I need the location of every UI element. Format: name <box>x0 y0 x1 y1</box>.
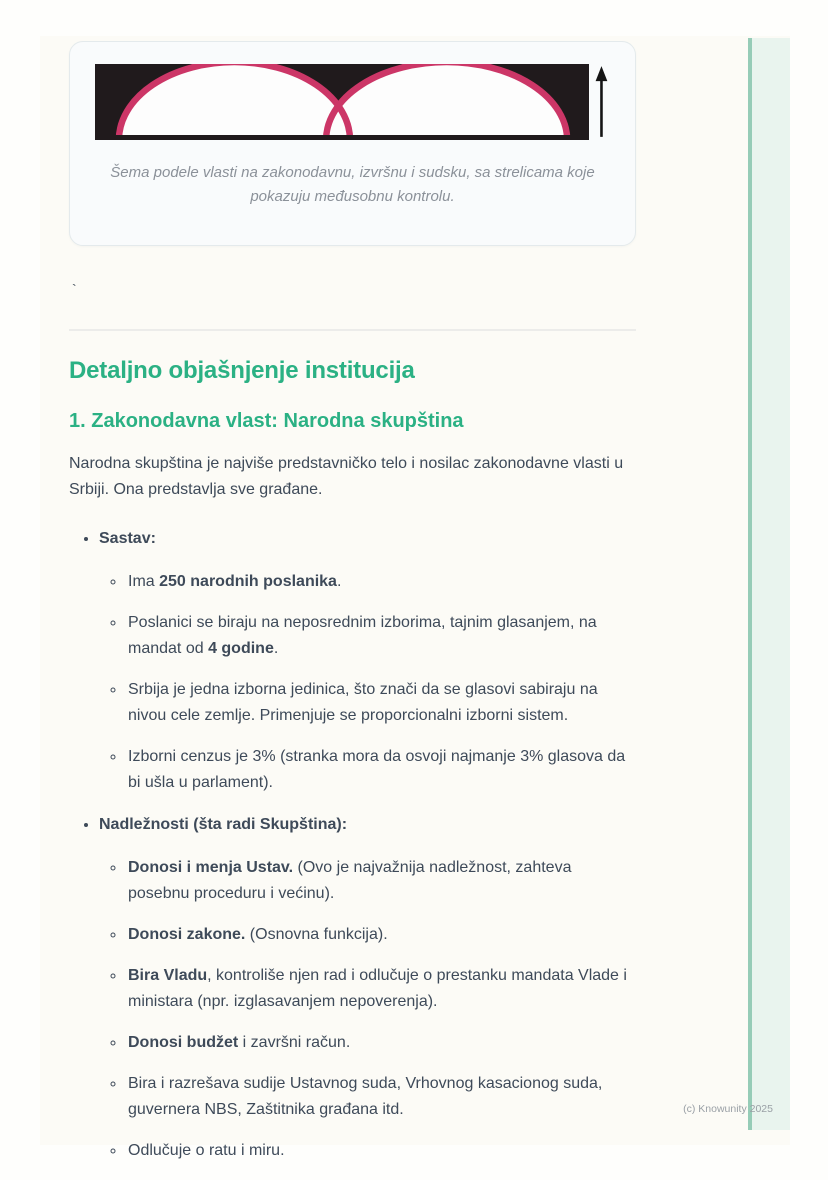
sub-list-item: ◦ Poslanici se biraju na neposrednim izborima, tajnim glasanjem, na mandat od 4 godine. <box>126 610 636 662</box>
power-separation-diagram <box>95 64 589 140</box>
sub-list-item: ◦ Izborni cenzus je 3% (stranka mora da osvoji najmanje 3% glasova da bi ušla u parlament). <box>126 744 636 796</box>
sub-bullet-list <box>99 855 636 1164</box>
up-arrow-icon <box>593 64 610 140</box>
sub-list-item: ◦ Donosi zakone. (Osnovna funkcija). <box>126 922 636 948</box>
sub-bullet-list <box>99 569 636 796</box>
bullet-list-item <box>99 526 636 796</box>
subsection-title: 1. Zakonodavna vlast: Narodna skupština <box>69 410 464 432</box>
intro-paragraph: Narodna skupština je najviše predstavničko telo i nosilac zakonodavne vlasti u Srbiji. Ona predstavlja sve građane. <box>69 455 624 498</box>
figure-image-row <box>95 64 610 140</box>
sub-list-item: ◦ Odlučuje o ratu i miru. <box>126 1138 636 1164</box>
figure-caption: Šema podele vlasti na zakonodavnu, izvršnu i sudsku, sa strelicama koje pokazuju međusobnu kontrolu. <box>110 164 595 205</box>
figure-card <box>69 41 636 246</box>
sub-list-item: ◦ Srbija je jedna izborna jedinica, što znači da se glasovi sabiraju na nivou cele zemlje. Primenjuje se proporcionalni izborni sistem. <box>126 677 636 729</box>
document-sheet <box>40 36 790 1159</box>
bullet-list-item <box>99 812 636 1164</box>
stray-backtick: ` <box>72 281 77 297</box>
sub-list-item: ◦ Ima 250 narodnih poslanika. <box>126 569 636 595</box>
right-accent-bar <box>748 38 790 1130</box>
section-divider <box>69 329 636 331</box>
sub-list-item: ◦ Bira Vladu, kontroliše njen rad i odlučuje o prestanku mandata Vlade i ministara (npr. izglasavanjem nepoverenja). <box>126 963 636 1015</box>
page-content <box>69 41 636 1180</box>
section-title: Detaljno objašnjenje institucija <box>69 357 415 384</box>
copyright-note: (c) Knowunity 2025 <box>683 1103 773 1115</box>
bullet-label: Nadležnosti (šta radi Skupština): <box>99 816 348 833</box>
bullet-list <box>69 526 636 1164</box>
sub-list-item: ◦ Donosi budžet i završni račun. <box>126 1030 636 1056</box>
bullet-label: Sastav: <box>99 530 156 547</box>
sub-list-item: ◦ Bira i razrešava sudije Ustavnog suda, Vrhovnog kasacionog suda, guvernera NBS, Zaštitnika građana itd. <box>126 1071 636 1123</box>
sub-list-item: ◦ Donosi i menja Ustav. (Ovo je najvažnija nadležnost, zahteva posebnu proceduru i većinu). <box>126 855 636 907</box>
